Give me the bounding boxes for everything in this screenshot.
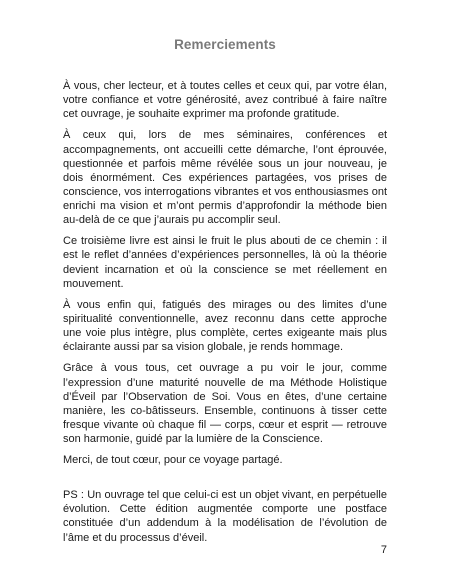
paragraph-2: À ceux qui, lors de mes séminaires, conférences et accompagnements, ont accueilli cette démarche, l’ont éprouvée, questionnée et parfois même révélée sous un jour nouveau, je dois énormément. Ces expériences partagées, vos prises de conscience, vos interrogations vibrantes et vos enthousiasmes ont enrichi ma vision et m’ont permis d’approfondir la méthode bien au-delà de ce que j’aurais pu accomplir seul.	[63, 129, 387, 227]
acknowledgements-body	[63, 79, 387, 552]
paragraph-3: Ce troisième livre est ainsi le fruit le plus abouti de ce chemin : il est le reflet d’années d’expériences personnelles, là où la théorie devient incarnation et où la conscience se met réellement en mouvement.	[63, 235, 387, 290]
page-number: 7	[380, 544, 387, 556]
page-title: Remerciements	[174, 37, 276, 52]
paragraph-6: Merci, de tout cœur, pour ce voyage partagé.	[63, 454, 283, 467]
paragraph-5: Grâce à vous tous, cet ouvrage a pu voir le jour, comme l’expression d’une maturité nouvelle de ma Méthode Holistique d’Éveil par l’Observation de Soi. Vous en êtes, d’une certaine manière, les co-bâtisseurs. Ensemble, continuons à tisser cette fresque vivante où chaque fil — corps, cœur et esprit — retrouve son harmonie, guidé par la lumière de la Conscience.	[63, 362, 387, 445]
paragraph-4: À vous enfin qui, fatigués des mirages ou des limites d’une spiritualité conventionnelle, avez reconnu dans cette approche une voie plus intègre, plus complète, certes exigeante mais plus éclairante aussi par sa vision globale, je rends hommage.	[63, 298, 387, 354]
paragraph-1: À vous, cher lecteur, et à toutes celles et ceux qui, par votre élan, votre confiance et votre générosité, avez contribué à faire naître cet ouvrage, je souhaite exprimer ma profonde gratitude.	[63, 80, 387, 121]
postscript: PS : Un ouvrage tel que celui-ci est un objet vivant, en perpétuelle évolution. Cette édition augmentée comporte une postface constituée d’un addendum à la modélisation de l’évolution de l’âme et du processus d’éveil.	[63, 489, 387, 544]
